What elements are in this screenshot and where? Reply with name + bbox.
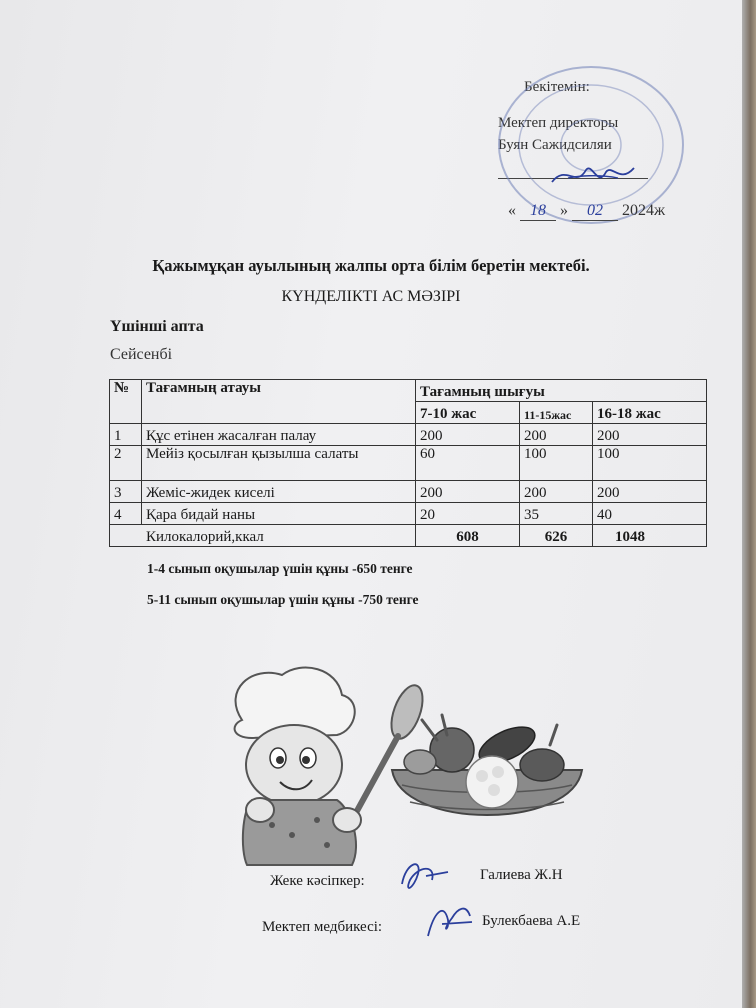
row-value-7-10: 200 [416, 424, 520, 446]
row-dish-name: Жеміс-жидек киселі [142, 481, 416, 503]
director-title: Мектеп директоры [498, 115, 619, 131]
table-row [110, 481, 707, 503]
row-value-11-15: 35 [520, 503, 593, 525]
approval-date [508, 202, 665, 221]
day-label: Сейсенбі [110, 346, 173, 363]
row-number: 1 [110, 424, 142, 446]
director-signature [548, 158, 638, 192]
week-label: Үшінші апта [110, 318, 204, 335]
document-title: КҮНДЕЛІКТІ АС МӘЗІРІ [281, 288, 461, 305]
row-value-7-10: 20 [416, 503, 520, 525]
school-name: Қажымұқан ауылының жалпы орта білім беретін мектебі. [152, 256, 590, 275]
price-grades-5-11: 5-11 сынып оқушылар үшін құны -750 тенге [147, 592, 419, 607]
page-edge-background [742, 0, 756, 1008]
menu-table [109, 379, 707, 547]
header-yield: Тағамның шығуы [416, 380, 707, 402]
row-value-7-10: 60 [416, 446, 520, 481]
nurse-signature [422, 896, 478, 944]
date-year: 2024ж [622, 202, 666, 219]
row-value-16-18: 40 [593, 503, 707, 525]
table-total-row [110, 525, 707, 547]
header-dish-name: Тағамның атауы [142, 380, 416, 424]
row-dish-name: Құс етінен жасалған палау [142, 424, 416, 446]
row-number: 4 [110, 503, 142, 525]
date-day: 18 [520, 202, 556, 221]
age-group-1: 7-10 жас [416, 402, 520, 424]
row-dish-name: Мейіз қосылған қызылша салаты [142, 446, 416, 481]
vegetable-basket-illustration [382, 700, 592, 840]
total-11-15: 626 [520, 525, 593, 547]
age-group-2: 11-15жас [520, 402, 593, 424]
header-number: № [110, 380, 142, 424]
entrepreneur-label: Жеке кәсіпкер: [270, 873, 365, 889]
director-name: Буян Сажидсиляи [498, 137, 612, 153]
total-7-10: 608 [416, 525, 520, 547]
approval-label: Бекітемін: [524, 79, 590, 95]
table-header-row [110, 380, 707, 402]
row-dish-name: Қара бидай наны [142, 503, 416, 525]
table-row [110, 446, 707, 481]
date-open-quote: « [508, 202, 516, 219]
price-grades-1-4: 1-4 сынып оқушылар үшін құны -650 тенге [147, 561, 413, 576]
nurse-label: Мектеп медбикесі: [262, 919, 383, 935]
row-value-11-15: 100 [520, 446, 593, 481]
row-number: 2 [110, 446, 142, 481]
row-value-16-18: 100 [593, 446, 707, 481]
total-16-18: 1048 [593, 525, 707, 547]
total-label: Килокалорий,ккал [110, 525, 416, 547]
table-row [110, 424, 707, 446]
row-value-16-18: 200 [593, 424, 707, 446]
row-value-16-18: 200 [593, 481, 707, 503]
date-month: 02 [572, 202, 618, 221]
row-value-7-10: 200 [416, 481, 520, 503]
entrepreneur-signature [396, 854, 456, 898]
row-number: 3 [110, 481, 142, 503]
entrepreneur-name: Галиева Ж.Н [480, 867, 563, 883]
age-group-3: 16-18 жас [593, 402, 707, 424]
row-value-11-15: 200 [520, 481, 593, 503]
table-row [110, 503, 707, 525]
nurse-name: Булекбаева А.Е [482, 913, 581, 929]
date-close-quote: » [560, 202, 568, 219]
row-value-11-15: 200 [520, 424, 593, 446]
